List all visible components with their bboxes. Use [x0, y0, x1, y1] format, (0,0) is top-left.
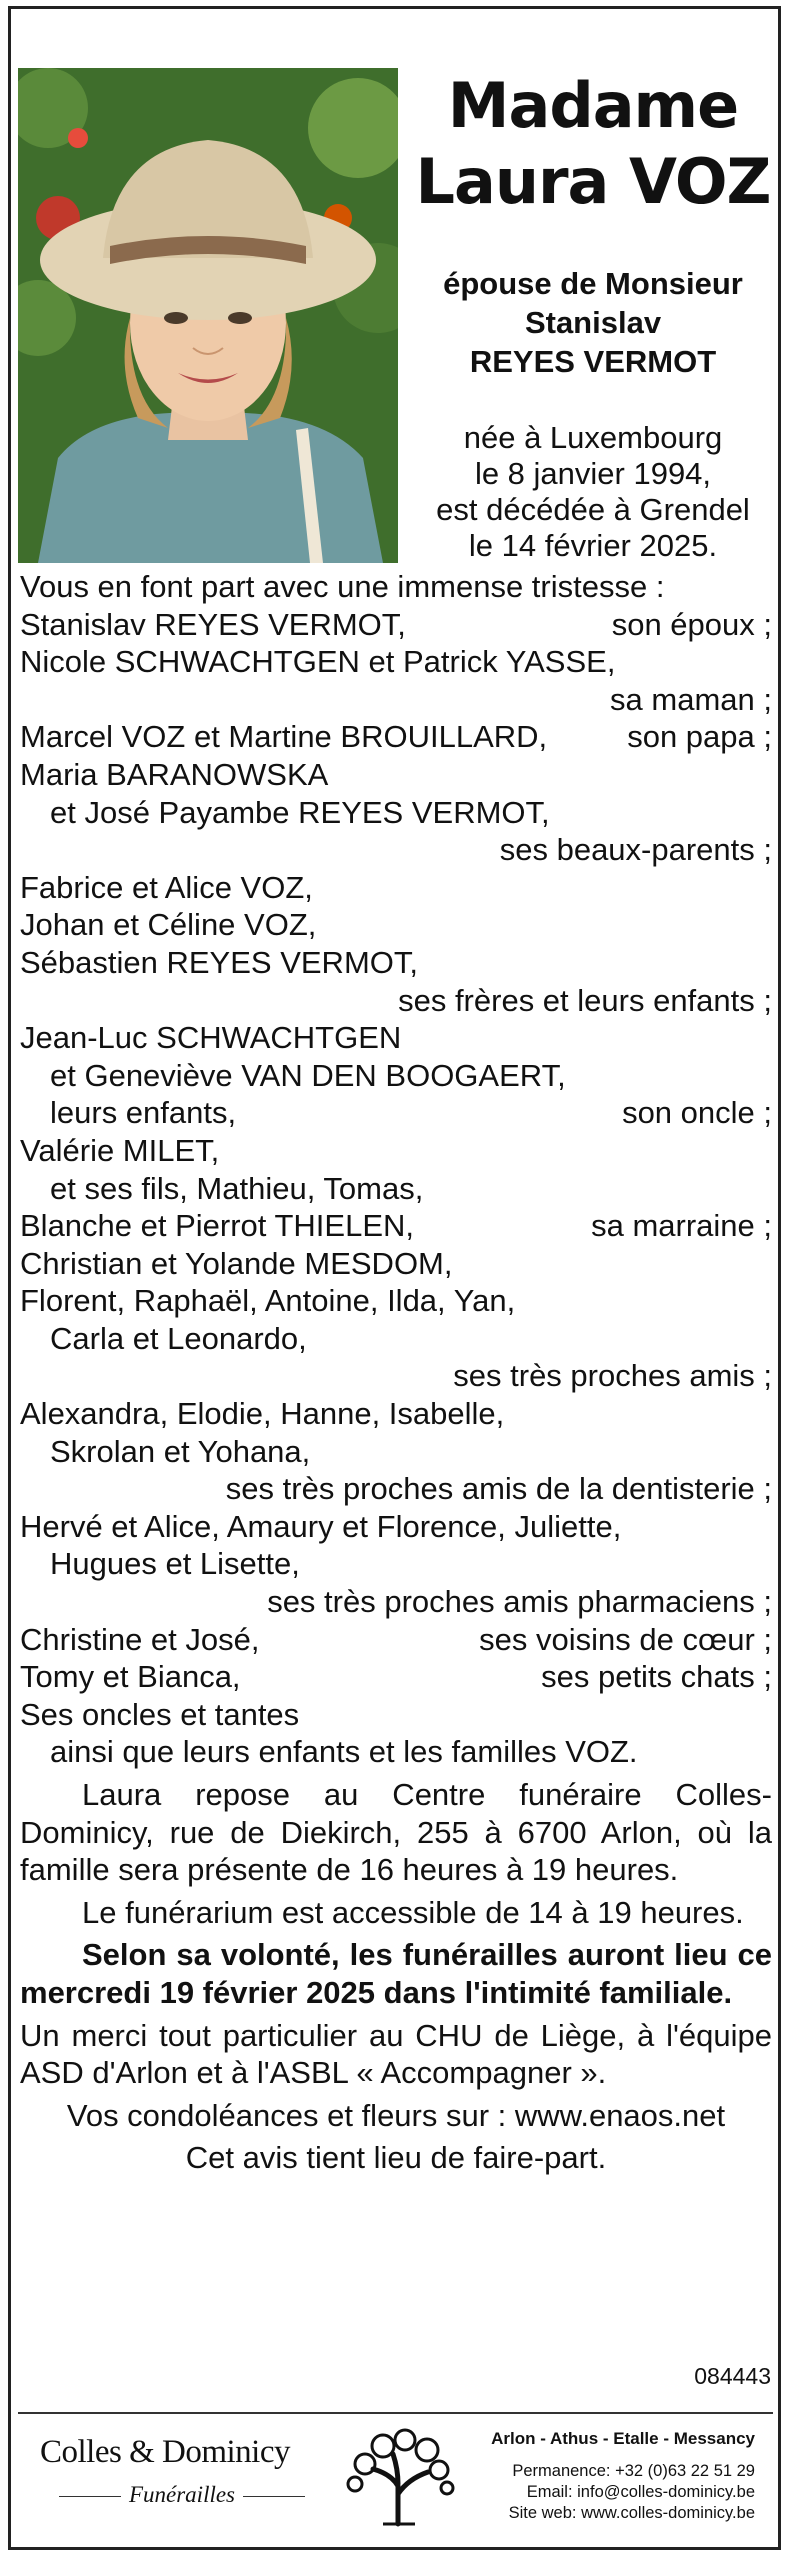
family-relation: ses très proches amis pharmaciens ;	[267, 1584, 772, 1620]
phone-line: Permanence: +32 (0)63 22 51 29	[512, 2462, 755, 2480]
family-row	[20, 606, 772, 644]
funeral-home-footer	[18, 2416, 773, 2536]
spouse-line: épouse de Monsieur	[443, 266, 743, 301]
family-relation: son époux ;	[611, 606, 772, 642]
family-names: Hugues et Lisette,	[50, 1546, 300, 1582]
family-names: Skrolan et Yohana,	[50, 1433, 311, 1469]
access-paragraph: Le funérarium est accessible de 14 à 19 heures.	[82, 1894, 744, 1930]
family-relation: son oncle ;	[622, 1095, 772, 1131]
family-names: Jean-Luc SCHWACHTGEN	[20, 1020, 402, 1056]
branch-towns: Arlon - Athus - Etalle - Messancy	[491, 2429, 755, 2448]
family-names: Sébastien REYES VERMOT,	[20, 944, 418, 980]
family-names: Stanislav REYES VERMOT,	[20, 606, 406, 642]
family-row	[20, 1094, 772, 1132]
portrait-illustration	[18, 68, 398, 563]
condolences-line: Vos condoléances et fleurs sur : www.enaos.net	[66, 2097, 726, 2133]
deceased-name: Laura VOZ	[415, 145, 771, 218]
family-names: Johan et Céline VOZ,	[20, 907, 317, 943]
portrait-photo	[18, 68, 398, 563]
family-row	[20, 718, 772, 756]
family-relation: ses très proches amis ;	[453, 1358, 772, 1394]
family-names: et ses fils, Mathieu, Tomas,	[50, 1170, 424, 1206]
repose-paragraph: Laura repose au Centre funéraire Colles-Dominicy, rue de Diekirch, 255 à 6700 Arlon, où la famille sera présente de 16 heures à 19 heures.	[20, 1777, 772, 1888]
notice-body	[20, 568, 772, 2177]
family-names: Ses oncles et tantes	[20, 1696, 300, 1732]
logo-rule	[59, 2496, 121, 2497]
notice-line: Cet avis tient lieu de faire-part.	[185, 2140, 607, 2176]
family-names: Carla et Leonardo,	[50, 1320, 307, 1356]
family-names: Tomy et Bianca,	[20, 1659, 241, 1695]
family-relation: ses beaux-parents ;	[499, 832, 772, 868]
family-row	[20, 1621, 772, 1659]
spouse-block	[410, 264, 776, 381]
email-line: Email: info@colles-dominicy.be	[526, 2483, 755, 2501]
birth-death-block	[410, 420, 776, 564]
family-names: Fabrice et Alice VOZ,	[20, 869, 313, 905]
family-names: Christine et José,	[20, 1621, 260, 1657]
funeral-home-logo-text: Colles & Dominicy	[40, 2434, 290, 2470]
family-names: leurs enfants,	[50, 1095, 237, 1131]
family-names: Valérie MILET,	[20, 1132, 220, 1168]
reference-number: 084443	[694, 2363, 771, 2389]
website-line: Site web: www.colles-dominicy.be	[508, 2504, 755, 2522]
funeral-home-subtitle	[40, 2482, 324, 2508]
death-line: est décédée à Grendel	[436, 492, 750, 527]
spouse-line: Stanislav	[524, 305, 662, 340]
family-relation: sa maman ;	[610, 681, 772, 717]
family-relation: ses très proches amis de la dentisterie ;	[225, 1471, 772, 1507]
family-relation: son papa ;	[627, 719, 772, 755]
family-names: Marcel VOZ et Martine BROUILLARD,	[20, 719, 548, 755]
contact-info	[491, 2428, 755, 2524]
family-relation: ses voisins de cœur ;	[479, 1621, 772, 1657]
thanks-paragraph: Un merci tout particulier au CHU de Liège, à l'équipe ASD d'Arlon et à l'ASBL « Accompagner ».	[20, 2017, 772, 2091]
family-names: Florent, Raphaël, Antoine, Ilda, Yan,	[20, 1283, 516, 1319]
birth-line: le 8 janvier 1994,	[474, 456, 712, 491]
family-names: Christian et Yolande MESDOM,	[20, 1245, 453, 1281]
deceased-name-title: Madame	[447, 69, 739, 142]
family-row	[20, 1658, 772, 1696]
family-relation: ses petits chats ;	[541, 1659, 772, 1695]
family-names: Hervé et Alice, Amaury et Florence, Juliette,	[20, 1508, 622, 1544]
family-names: Nicole SCHWACHTGEN et Patrick YASSE,	[20, 644, 616, 680]
family-names: Alexandra, Elodie, Hanne, Isabelle,	[20, 1396, 505, 1432]
footer-divider	[18, 2412, 773, 2414]
funeral-paragraph: Selon sa volonté, les funérailles auront lieu ce mercredi 19 février 2025 dans l'intimité familiale.	[20, 1937, 772, 2010]
family-row	[20, 1207, 772, 1245]
family-names: et Geneviève VAN DEN BOOGAERT,	[50, 1057, 566, 1093]
family-names: Blanche et Pierrot THIELEN,	[20, 1208, 414, 1244]
intro-line: Vous en font part avec une immense tristesse :	[20, 569, 665, 604]
logo-subtitle-text: Funérailles	[128, 2482, 236, 2507]
birth-line: née à Luxembourg	[463, 420, 723, 455]
death-line: le 14 février 2025.	[468, 528, 718, 563]
family-names: ainsi que leurs enfants et les familles VOZ.	[50, 1734, 638, 1770]
tree-logo-icon	[343, 2424, 458, 2529]
logo-rule	[243, 2496, 305, 2497]
spouse-line: REYES VERMOT	[469, 344, 717, 379]
family-relation: sa marraine ;	[591, 1208, 772, 1244]
family-names: Maria BARANOWSKA	[20, 756, 329, 792]
family-relation: ses frères et leurs enfants ;	[398, 982, 772, 1018]
family-names: et José Payambe REYES VERMOT,	[50, 794, 550, 830]
